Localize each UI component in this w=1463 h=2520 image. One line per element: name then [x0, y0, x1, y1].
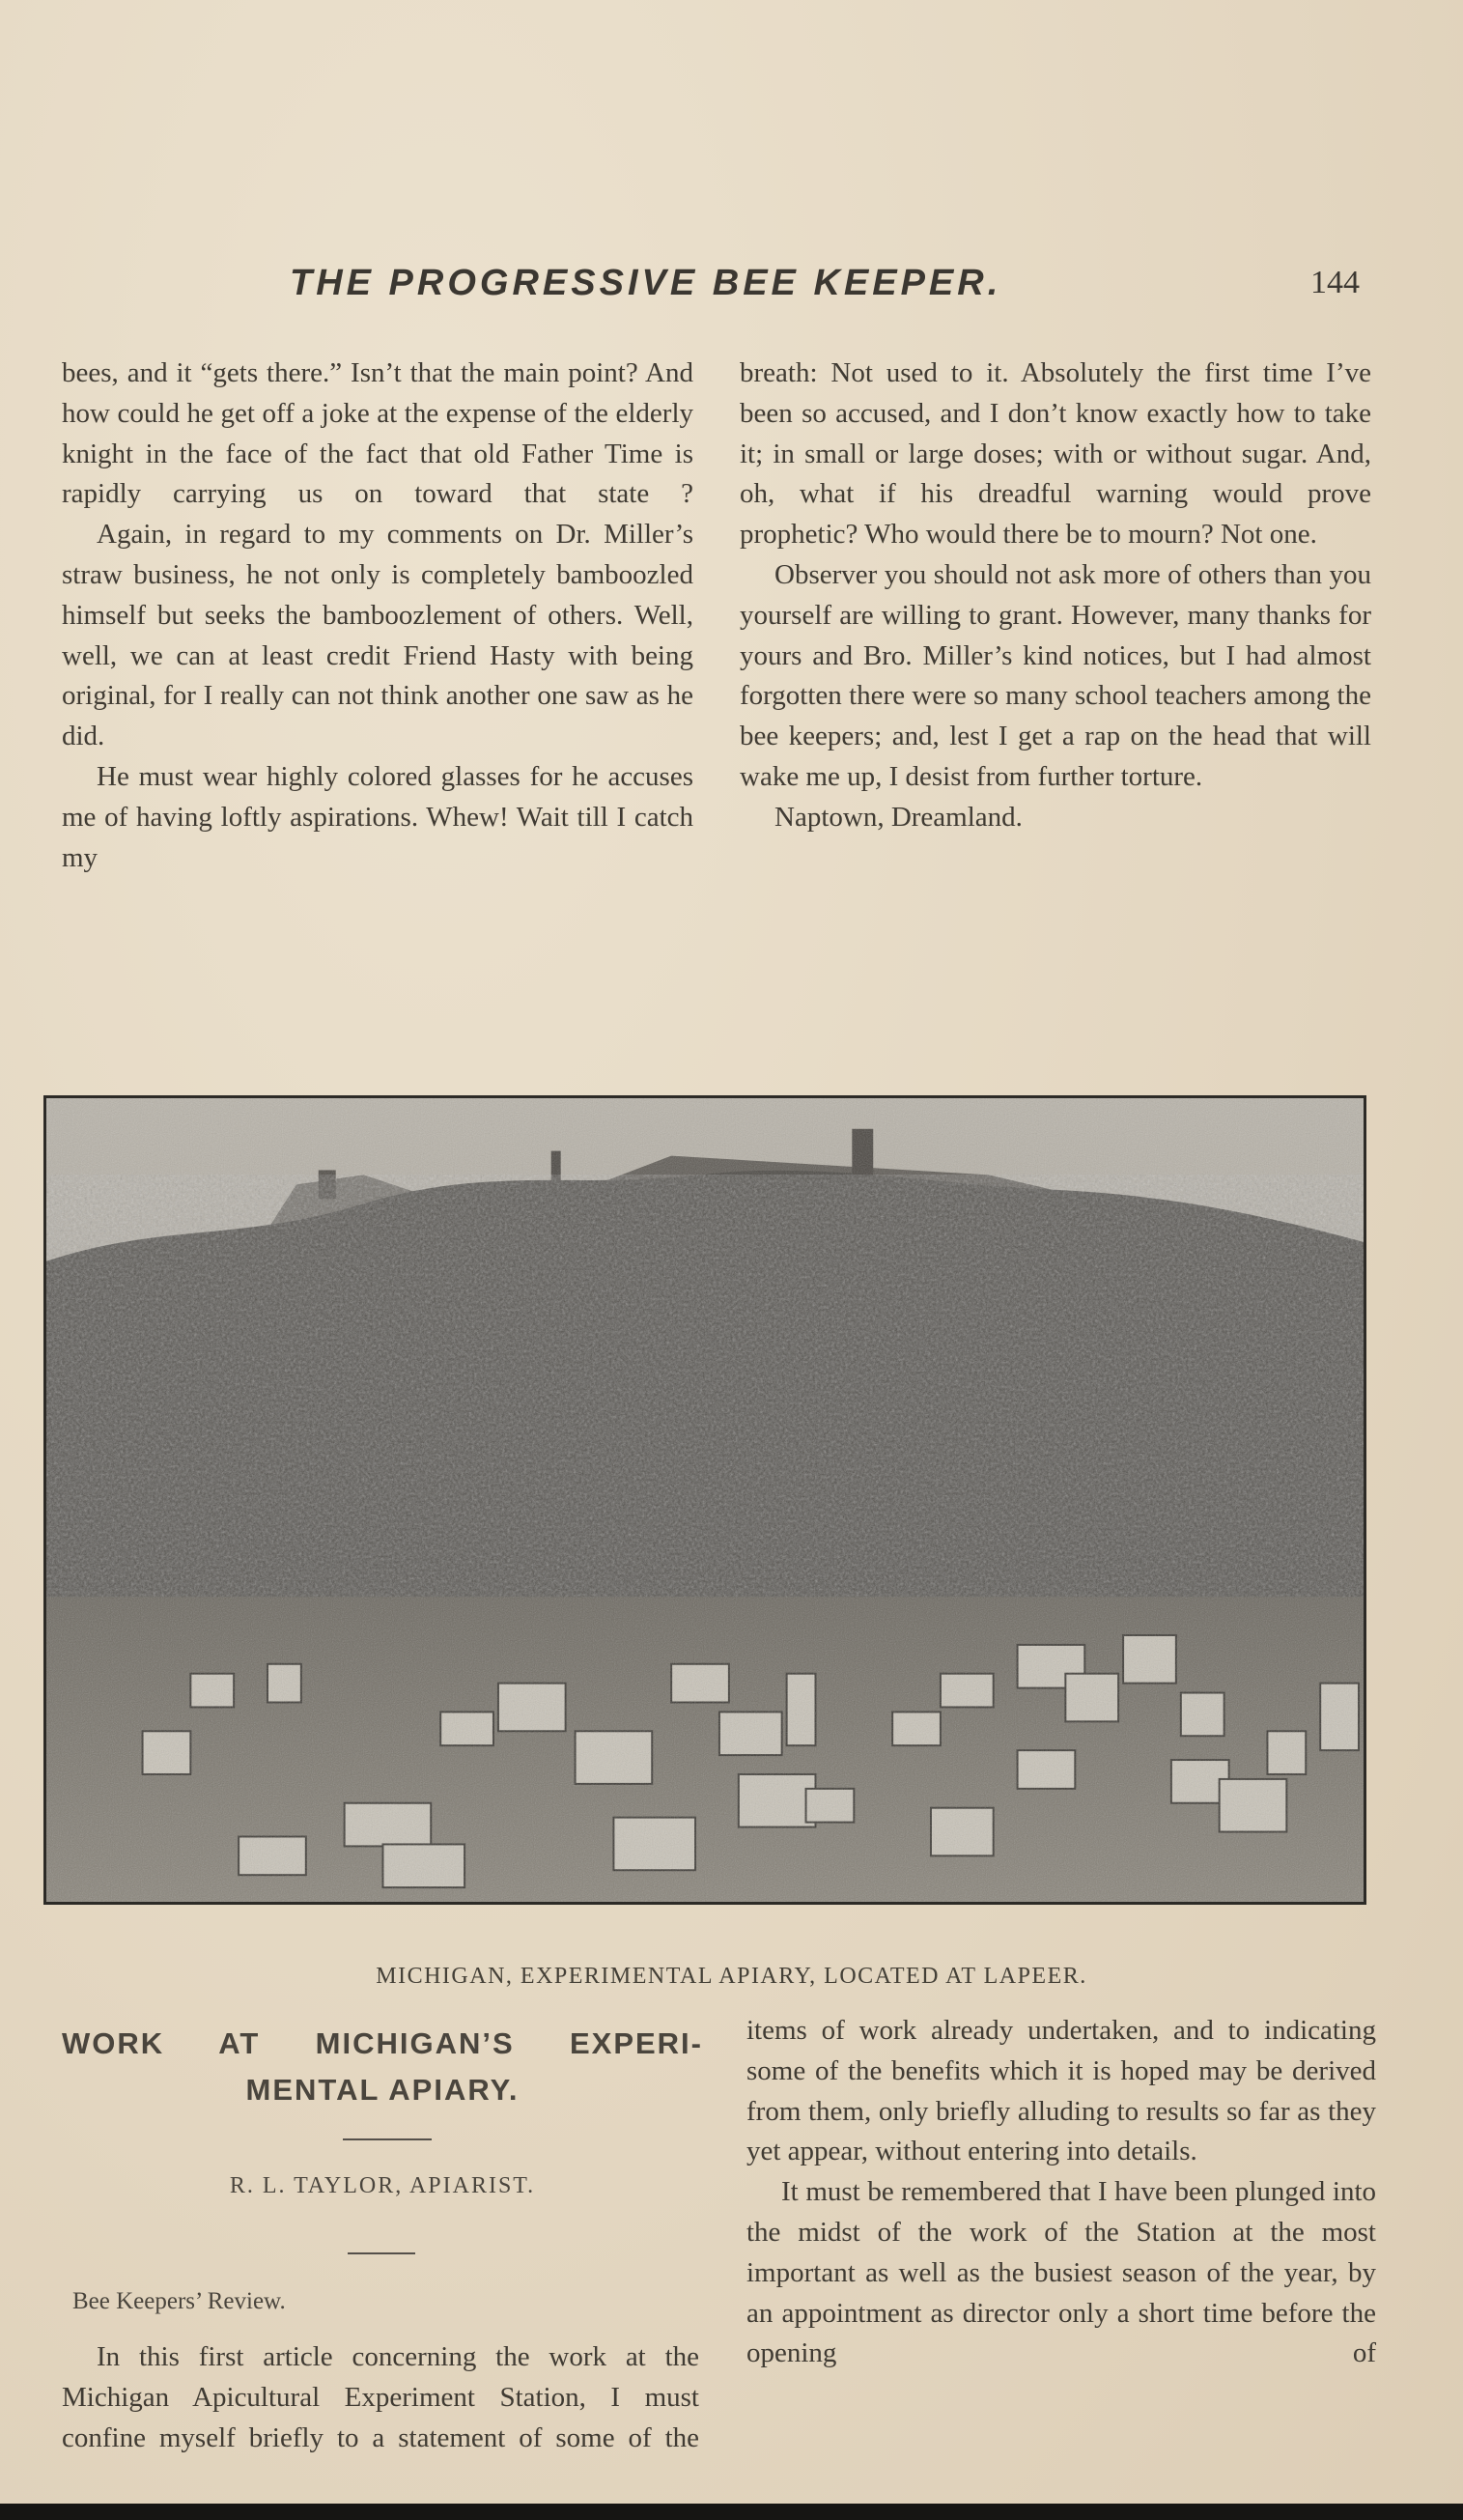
article-left-column [62, 2337, 699, 2458]
paragraph: Observer you should not ask more of others than you yourself are willing to grant. However, many thanks for yours and Bro. Miller’s kind notices, but I had almost forgotten there were so many school teachers among the bee keepers; and, lest I get a rap on the head that will wake me up, I desist from further torture. [740, 558, 1371, 792]
apiary-photo-image [46, 1098, 1364, 1902]
paragraph: breath: Not used to it. Absolutely the first time I’ve been so accused, and I don’t know exactly how to take it; in small or large doses; with or without sugar. And, oh, what if his dreadful warning would prove prophetic? Who would there be to mourn? Not one. [740, 357, 1371, 551]
left-column-top [62, 354, 693, 878]
article-title-line-2: MENTAL APIARY. [245, 2073, 520, 2107]
article-right-column [746, 2011, 1376, 2374]
paragraph: In this first article concerning the work at the Michigan Apicultural Experiment Station, I must confine myself briefly to a statement of some of the [62, 2341, 699, 2453]
journal-title: THE PROGRESSIVE BEE KEEPER. [290, 263, 1002, 303]
paragraph: Again, in regard to my comments on Dr. Miller’s straw business, he not only is completely bamboozled himself but seeks the bamboozlement of others. Well, well, we can at least credit Friend Hasty with being original, for I really can not think another one saw as he did. [62, 519, 693, 752]
page-number: 144 [1310, 265, 1360, 300]
paragraph: bees, and it “gets there.” Isn’t that the main point? And how could he get off a joke at the expense of the elderly knight in the face of the fact that old Father Time is rapidly carrying us on toward that state ? [62, 357, 693, 510]
divider [348, 2252, 415, 2254]
scan-bottom-edge [0, 2504, 1463, 2520]
divider [343, 2138, 432, 2140]
source-credit: Bee Keepers’ Review. [72, 2288, 286, 2314]
article-title-line-1: WORK AT MICHIGAN’S EXPERI- [62, 2026, 703, 2060]
right-column-top [740, 354, 1371, 838]
paragraph: Naptown, Dreamland. [774, 801, 1023, 833]
article-title [62, 2021, 703, 2113]
paragraph: He must wear highly colored glasses for he accuses me of having loftly aspirations. Whew! Wait till I catch my [62, 760, 693, 873]
paragraph: It must be remembered that I have been plunged into the midst of the work of the Station at the most important as well as the busiest season of the year, by an appointment as director only a short time before the opening of [746, 2176, 1376, 2369]
apiary-photograph [43, 1095, 1366, 1905]
running-header [0, 263, 1463, 311]
paragraph: items of work already undertaken, and to indicating some of the benefits which it is hoped may be derived from them, only briefly alluding to results so far as they yet appear, without entering into details. [746, 2015, 1376, 2167]
photo-caption: MICHIGAN, EXPERIMENTAL APIARY, LOCATED AT LAPEER. [376, 1964, 1087, 1989]
byline: R. L. TAYLOR, APIARIST. [229, 2173, 536, 2198]
